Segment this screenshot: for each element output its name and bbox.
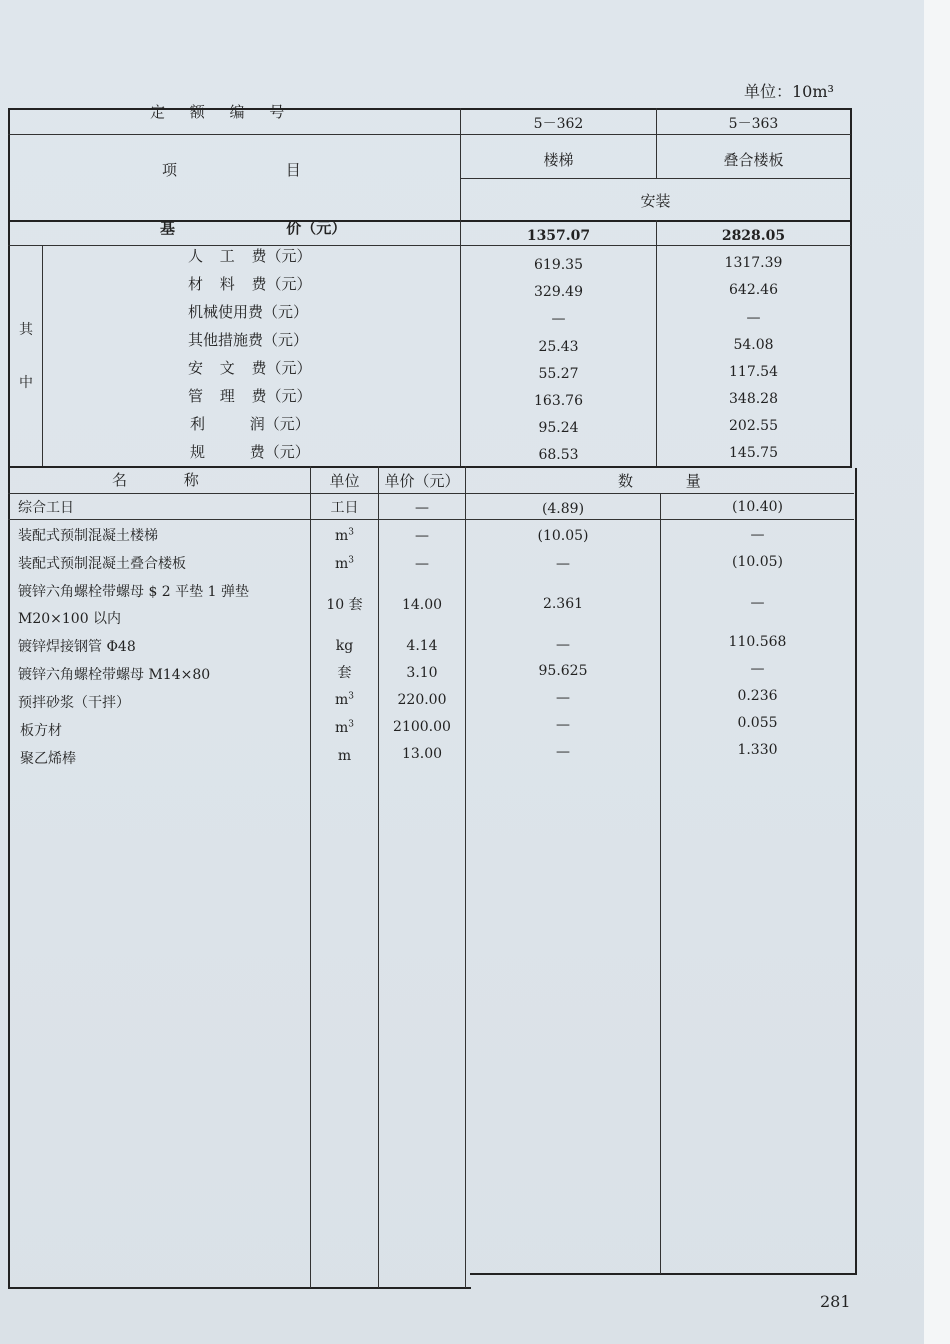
detail-q1-5: 95.625 (538, 663, 588, 679)
cost-label-other-measures: 其他措施费（元） (188, 331, 309, 349)
detail-header-unit-price: 单价（元） (384, 472, 460, 490)
detail-q2-0: (10.40) (731, 499, 783, 515)
table-bottom-border-left (8, 1287, 471, 1289)
detail-unit-5: 套 (337, 665, 352, 681)
cost-v2-other-measures: 54.08 (733, 337, 774, 353)
detail-price-1: — (415, 528, 429, 544)
cost-label-material: 材 料 费（元） (188, 275, 312, 293)
table-top-border (8, 108, 851, 110)
detail-price-0: — (415, 500, 429, 516)
detail-q1-7: — (556, 717, 570, 733)
detail-name-6: 预拌砂浆（干拌） (18, 695, 130, 711)
cost-v2-safety: 117.54 (729, 364, 778, 380)
rule-after-item-names (460, 178, 850, 179)
detail-name-3-line2: M20×100 以内 (18, 611, 122, 627)
detail-price-4: 4.14 (406, 638, 438, 654)
cost-v1-safety: 55.27 (538, 366, 579, 382)
cost-label-machinery: 机械使用费（元） (188, 303, 309, 321)
table-right-border-lower (855, 468, 857, 1274)
detail-unit-1: $m^3$ (334, 527, 354, 544)
page-number: 281 (820, 1292, 851, 1311)
cost-v1-material: 329.49 (534, 284, 583, 300)
detail-price-7: 2100.00 (393, 719, 451, 735)
detail-q2-4: 110.568 (728, 634, 787, 650)
item-stairs: 楼梯 (543, 151, 574, 169)
detail-q1-0: (4.89) (541, 501, 585, 517)
cost-v1-management: 163.76 (534, 393, 583, 409)
detail-q2-5: — (750, 661, 765, 677)
detail-name-1: 装配式预制混凝土楼梯 (18, 528, 158, 544)
quota-no-362: 5－362 (533, 116, 584, 132)
rule-after-detail-header (8, 493, 854, 494)
detail-price-5: 3.10 (406, 665, 438, 681)
col-sep-price-qty (465, 466, 466, 1288)
base-price-362: 1357.07 (526, 228, 591, 244)
detail-name-7: 板方材 (20, 723, 62, 739)
cost-v2-labor: 1317.39 (724, 255, 783, 271)
detail-unit-4: kg (335, 638, 354, 654)
detail-name-4: 镀锌焊接钢管 Φ48 (18, 639, 136, 655)
detail-name-5: 镀锌六角螺栓带螺母 M14×80 (18, 667, 211, 683)
detail-q1-2: — (556, 556, 570, 572)
unit-label: 单位：10m³ (744, 82, 834, 101)
detail-unit-2: $m^3$ (334, 555, 354, 572)
detail-q2-1: — (750, 527, 765, 543)
cost-v1-fees: 68.53 (538, 447, 579, 463)
detail-q2-6: 0.236 (737, 688, 778, 704)
detail-name-0: 综合工日 (18, 500, 74, 516)
cost-v2-management: 348.28 (729, 391, 778, 407)
detail-q2-7: 0.055 (737, 715, 778, 731)
detail-header-quantity: 数 量 (618, 472, 701, 490)
detail-header-name: 名 称 (112, 471, 199, 489)
cost-v1-machinery: — (551, 311, 566, 327)
table-right-border-upper (850, 108, 852, 468)
detail-price-3: 14.00 (401, 597, 443, 613)
detail-unit-6: $m^3$ (334, 691, 354, 708)
cost-v1-profit: 95.24 (538, 420, 579, 436)
detail-unit-8: m (337, 748, 352, 764)
cost-v1-labor: 619.35 (534, 257, 583, 273)
among-label-2: 中 (19, 375, 33, 391)
cost-v2-material: 642.46 (729, 282, 778, 298)
cost-label-labor: 人 工 费（元） (188, 247, 312, 265)
detail-unit-0: 工日 (330, 500, 359, 516)
detail-q1-1: (10.05) (537, 528, 589, 544)
cost-v2-profit: 202.55 (729, 418, 778, 434)
base-price-label: 基 价（元） (160, 219, 347, 237)
cost-v2-fees: 145.75 (729, 445, 778, 461)
cost-label-management: 管 理 费（元） (188, 387, 312, 405)
item-label: 项 目 (162, 161, 301, 179)
cost-label-profit: 利 润（元） (190, 415, 310, 433)
rule-after-quota-no (8, 134, 851, 135)
detail-name-8: 聚乙烯棒 (20, 751, 76, 767)
detail-unit-3: 10 套 (326, 597, 363, 613)
quota-no-label: 定 额 编 号 (150, 103, 285, 121)
cost-v1-other-measures: 25.43 (538, 339, 579, 355)
cost-v2-machinery: — (746, 310, 761, 326)
col-sep-name-unit (310, 466, 311, 1288)
detail-price-2: — (415, 556, 429, 572)
detail-q2-3: — (750, 595, 765, 611)
detail-header-unit: 单位 (329, 472, 360, 490)
detail-unit-7: $m^3$ (334, 719, 354, 736)
detail-q1-8: — (556, 744, 570, 760)
among-column-sep (42, 245, 43, 466)
detail-price-6: 220.00 (397, 692, 447, 708)
detail-price-8: 13.00 (401, 746, 443, 762)
rule-before-details (8, 466, 851, 468)
rule-after-labor (8, 519, 854, 520)
detail-q1-3: 2.361 (542, 596, 584, 612)
col-sep-unit-price (378, 466, 379, 1288)
table-bottom-border-right (470, 1273, 857, 1275)
group-install: 安装 (640, 192, 671, 210)
detail-q1-6: — (556, 690, 570, 706)
base-price-363: 2828.05 (721, 228, 786, 244)
cost-label-safety: 安 文 费（元） (188, 359, 312, 377)
page-edge (924, 0, 950, 1344)
detail-q2-2: (10.05) (731, 554, 783, 570)
rule-after-base-price (8, 245, 851, 246)
rule-before-base-price (8, 220, 851, 222)
cost-label-fees: 规 费（元） (190, 443, 310, 461)
detail-q2-8: 1.330 (737, 742, 778, 758)
detail-name-3: 镀锌六角螺栓带螺母 $ 2 平垫 1 弹垫 (18, 584, 249, 600)
quota-no-363: 5－363 (728, 116, 779, 132)
detail-name-2: 装配式预制混凝土叠合楼板 (18, 556, 186, 572)
item-composite-slab: 叠合楼板 (723, 151, 784, 169)
table-left-border (8, 108, 10, 1288)
among-label-1: 其 (19, 322, 33, 338)
detail-q1-4: — (556, 637, 570, 653)
